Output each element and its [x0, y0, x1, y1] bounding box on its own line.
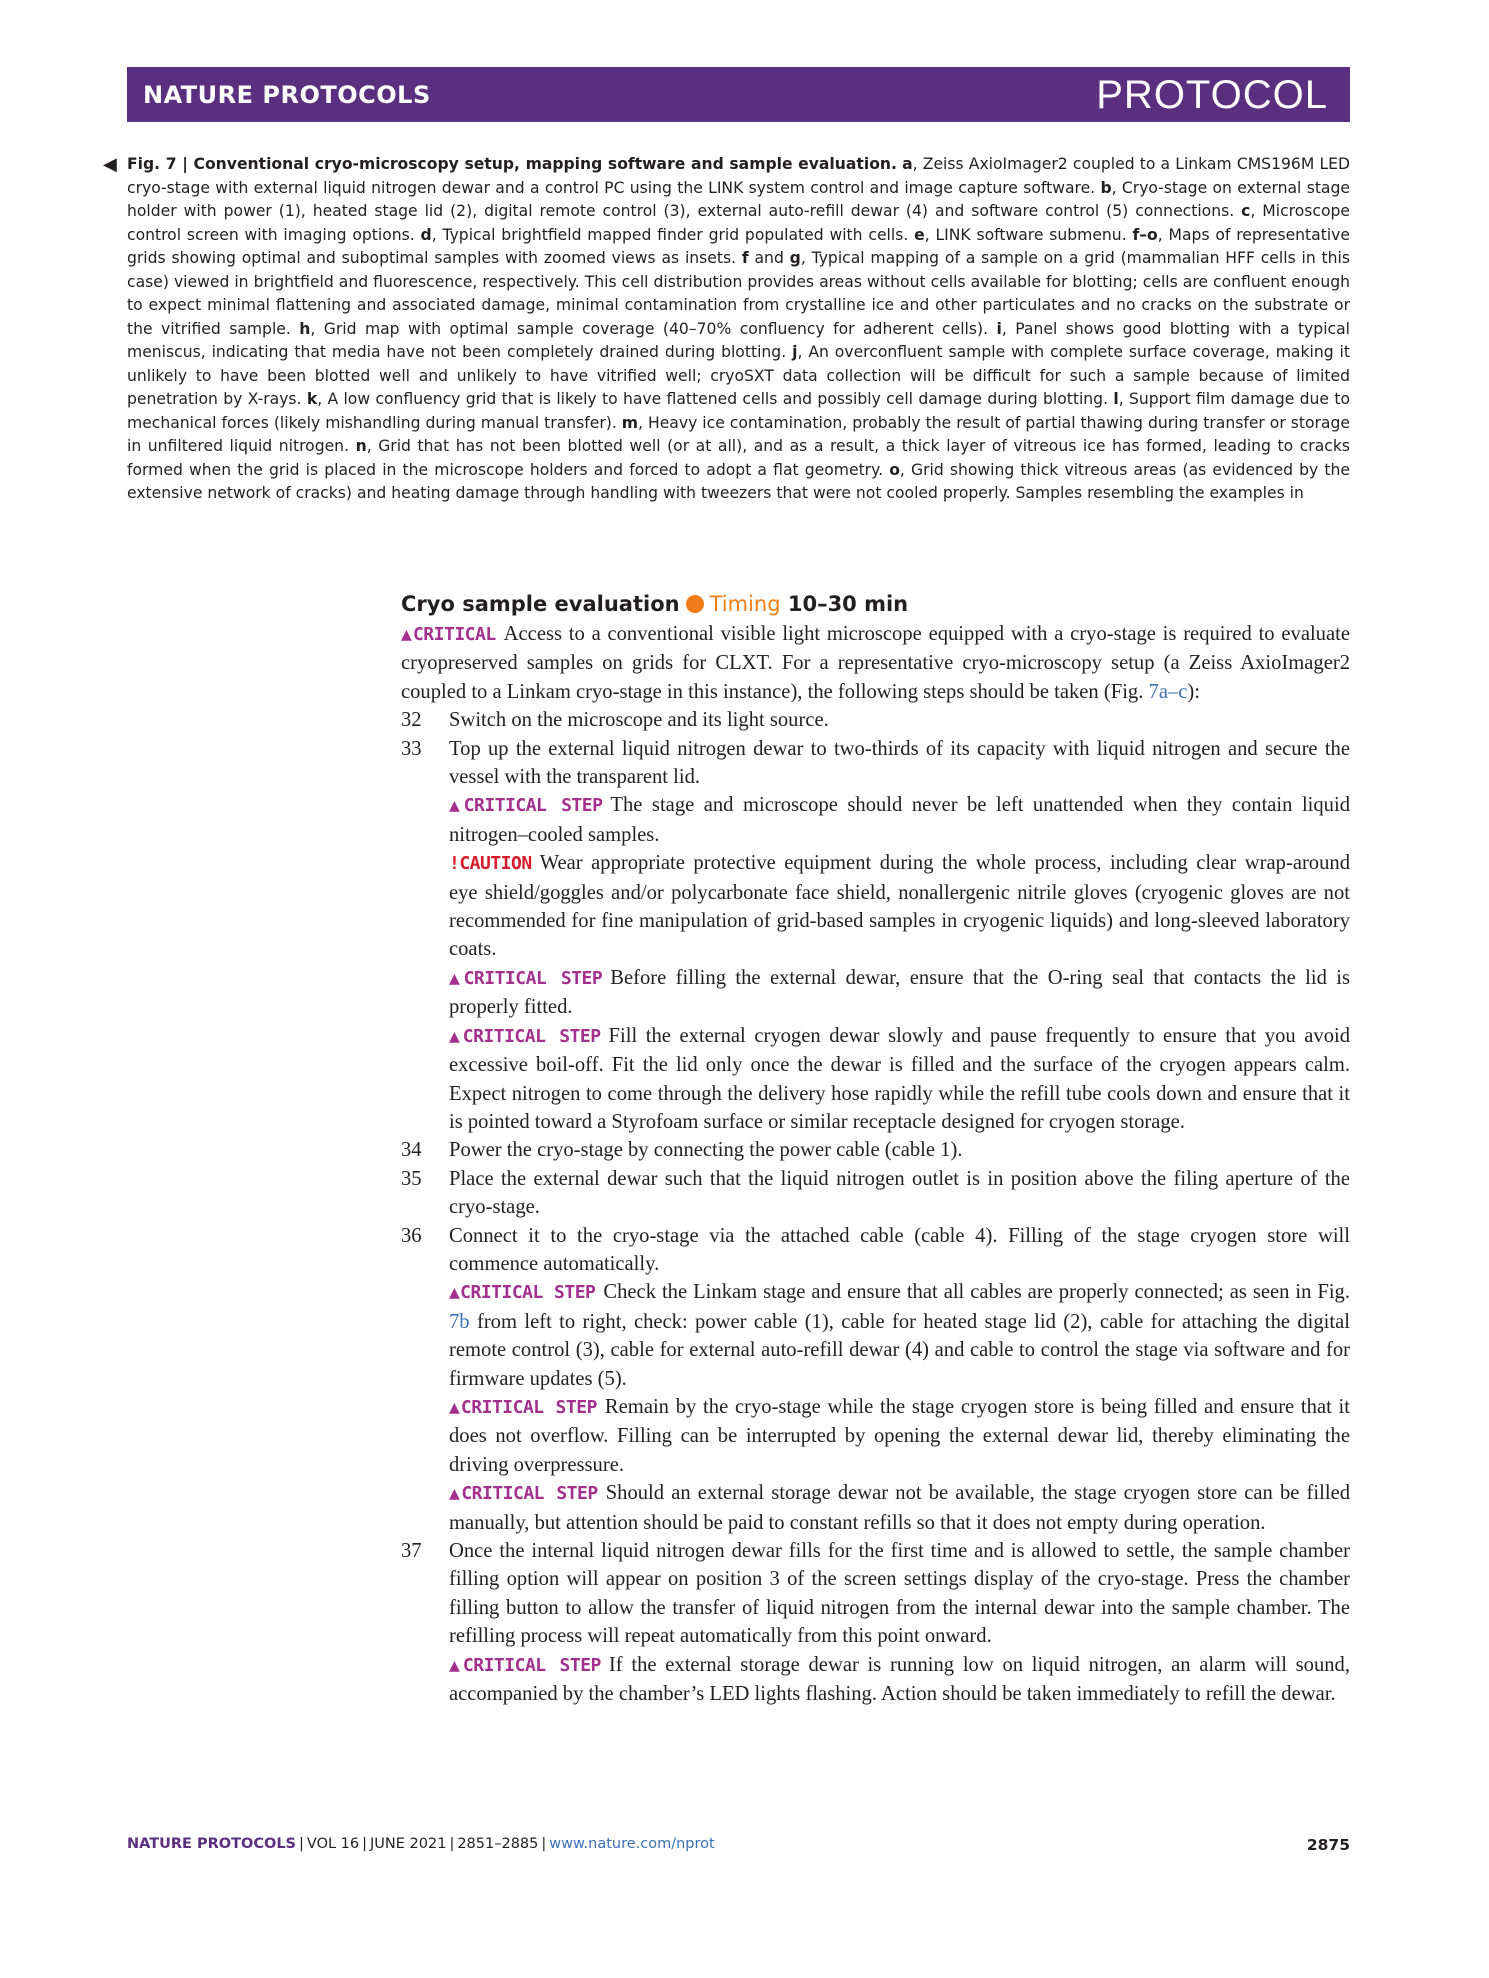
caption-panel-letter: f–o [1132, 225, 1158, 244]
step-number: 37 [401, 1540, 422, 1562]
caption-panel-letter: i [996, 319, 1002, 338]
caption-text: , Maps of representative grids showing optimal and suboptimal samples with zoomed views as insets. [127, 225, 1350, 267]
step-number: 33 [401, 737, 422, 760]
critical-step-note [401, 1479, 1350, 1537]
critical-step-label: ▲CRITICAL STEP [449, 795, 603, 817]
footer-pages: 2851–2885 [457, 1836, 539, 1852]
caption-panel-letter: j [792, 343, 798, 361]
intro-text-end: ): [1187, 680, 1200, 703]
page-number: 2875 [1306, 1836, 1350, 1854]
step-text: Power the cryo-stage by connecting the power cable (cable 1). [449, 1139, 963, 1162]
step-34 [401, 1136, 1350, 1164]
footer-separator: | [541, 1836, 547, 1852]
footer-separator: | [299, 1836, 304, 1852]
caption-text: , An overconfluent sample with complete surface coverage, making it unlikely to have been blotted well and unlikely to have vitrified well; cryoSXT data collection will be difficult for such a sample because of limited penetration by X-rays. [127, 343, 1350, 408]
step-number: 32 [401, 709, 422, 732]
main-content [401, 588, 1350, 1708]
caption-panel-letter: c [1241, 202, 1251, 220]
step-text: Once the internal liquid nitrogen dewar fills for the first time and is allowed to settle, the sample chamber filling option will appear on position 3 of the screen settings display of the cryo-stage. Press the chamber filling button to allow the transfer of liquid nitrogen from the internal dewar into the sample chamber. The refilling process will repeat automatically from this point onward. [449, 1540, 1350, 1648]
critical-step-label: ▲CRITICAL STEP [449, 1483, 598, 1505]
caption-panel-letter: g [789, 249, 801, 267]
timing-value: 10–30 min [787, 592, 909, 616]
footer-volume: VOL 16 [306, 1836, 360, 1852]
note-text: Remain by the cryo-stage while the stage cryogen store is being filled and ensure that it does not overflow. Filling can be interrupted by opening the external dewar lid, thereby eliminating the driving overpressure. [449, 1395, 1351, 1476]
section-title [401, 588, 1350, 620]
caption-panel-letter: n [355, 437, 367, 455]
caption-panel-letter: b [1100, 178, 1112, 197]
step-36 [401, 1222, 1350, 1279]
critical-intro [401, 620, 1350, 706]
footer-date: JUNE 2021 [370, 1836, 447, 1852]
caption-text: , Microscope control screen with imaging options. [127, 202, 1350, 244]
caption-text: , Grid map with optimal sample coverage (40–70% confluency for adherent cells). [310, 319, 997, 338]
critical-step-note [401, 1393, 1350, 1479]
caption-text: , Heavy ice contamination, probably the result of partial thawing during transfer or storage in unfiltered liquid nitrogen. [127, 413, 1350, 455]
critical-step-label: ▲CRITICAL STEP [449, 1654, 601, 1676]
critical-step-note [401, 1278, 1350, 1393]
critical-step-label: ▲CRITICAL STEP [449, 967, 603, 989]
caption-text: , Typical brightfield mapped finder grid populated with cells. [431, 225, 915, 244]
section-title-text: Cryo sample evaluation [401, 592, 680, 616]
page-footer [127, 1836, 1350, 1860]
journal-name: NATURE PROTOCOLS [143, 81, 431, 109]
timing-dot-icon [686, 595, 704, 613]
caption-text: , Grid showing thick vitreous areas (as evidenced by the extensive network of cracks) and heating damage through handling with tweezers that were not cooled properly. Samples resembling the examples in [127, 460, 1350, 502]
note-text: Check the Linkam stage and ensure that all cables are properly connected; as seen in Fig. [603, 1281, 1351, 1304]
step-text: Connect it to the cryo-stage via the attached cable (cable 4). Filling of the stage cryogen store will commence automatically. [449, 1224, 1350, 1275]
step-number: 35 [401, 1167, 422, 1190]
caption-text: , Typical mapping of a sample on a grid (mammalian HFF cells in this case) viewed in brightfield and fluorescence, respectively. This cell distribution provides areas without cells available for blotting; cells are confluent enough to expect minimal flattening and associated damage, minimal contamination from crystalline ice and other particulates and no cracks on the substrate or the vitrified sample. [127, 249, 1350, 338]
critical-label: ▲CRITICAL [401, 624, 496, 645]
caption-panel-letter: o [889, 460, 900, 479]
caution-note [401, 849, 1350, 964]
footer-separator: | [449, 1836, 455, 1852]
critical-step-label: ▲CRITICAL STEP [449, 1282, 596, 1304]
critical-step-label: ▲CRITICAL STEP [449, 1396, 597, 1418]
caption-panel-letter: f [741, 249, 749, 267]
caption-panel-letter: h [299, 319, 311, 338]
caution-label: !CAUTION [449, 853, 532, 875]
footer-separator: | [362, 1836, 368, 1852]
critical-step-note [401, 964, 1350, 1022]
figure-caption [103, 153, 1351, 506]
figure-link[interactable]: 7b [449, 1310, 470, 1333]
critical-step-note [401, 1022, 1350, 1137]
caption-text: , A low confluency grid that is likely to have flattened cells and possibly cell damage during blotting. [317, 390, 1114, 408]
caption-panel-letter: a [902, 155, 913, 173]
footer-url-link[interactable]: www.nature.com/nprot [549, 1836, 715, 1852]
critical-step-note [401, 1651, 1350, 1709]
timing-label: Timing [709, 592, 781, 616]
step-number: 34 [401, 1139, 422, 1162]
note-text: Before filling the external dewar, ensure that the O-ring seal that contacts the lid is properly fitted. [449, 966, 1351, 1019]
step-35 [401, 1165, 1350, 1222]
note-text: Should an external storage dewar not be available, the stage cryogen store can be filled manually, but attention should be paid to constant refills so that it does not empty during operation. [449, 1482, 1351, 1534]
caption-text: , Support film damage due to mechanical forces (likely mishandling during manual transfer). [127, 390, 1350, 432]
footer-journal: NATURE PROTOCOLS [127, 1836, 297, 1852]
note-text: If the external storage dewar is running low on liquid nitrogen, an alarm will sound, accompanied by the chamber’s LED lights flashing. Action should be taken immediately to refill the dewar. [449, 1653, 1351, 1706]
caption-text: , Panel shows good blotting with a typical meniscus, indicating that media have not been completely drained during blotting. [127, 319, 1350, 361]
note-text: Wear appropriate protective equipment during the whole process, including clear wrap-around eye shield/goggles and/or polycarbonate face shield, nonallergenic nitrile gloves (cryogenic gloves are not recommended for fine manipulation of grid-based samples in cryogenic liquids) and long-sleeved laboratory coats. [449, 852, 1350, 961]
step-33 [401, 735, 1350, 792]
note-text-end: from left to right, check: power cable (1), cable for heated stage lid (2), cable for attaching the digital remote control (3), cable for external auto-refill dewar (4) and cable to control the stage via software and for firmware updates (5). [449, 1310, 1350, 1390]
step-text: Top up the external liquid nitrogen dewar to two-thirds of its capacity with liquid nitrogen and secure the vessel with the transparent lid. [449, 737, 1350, 789]
caption-pointer-icon: ◀ [103, 154, 117, 175]
caption-text: , Grid that has not been blotted well (or at all), and as a result, a thick layer of vitreous ice has formed, leading to cracks formed when the grid is placed in the microscope holders and forced to adopt a flat geometry. [127, 437, 1350, 479]
caption-text: and [748, 249, 790, 267]
journal-header-bar [127, 67, 1350, 122]
figure-link[interactable]: 7a–c [1148, 680, 1188, 703]
caption-label: Fig. 7 | Conventional cryo-microscopy setup, mapping software and sample evaluation. [127, 155, 897, 173]
note-text: The stage and microscope should never be left unattended when they contain liquid nitrogen–cooled samples. [449, 794, 1351, 846]
step-number: 36 [401, 1224, 422, 1247]
critical-step-note [401, 791, 1350, 849]
caption-panel-letter: e [914, 225, 925, 244]
caption-panel-letter: l [1113, 390, 1119, 408]
critical-step-label: ▲CRITICAL STEP [449, 1025, 601, 1047]
caption-panel-letter: m [621, 413, 639, 432]
step-32 [401, 706, 1350, 734]
caption-text: , Zeiss AxioImager2 coupled to a Linkam CMS196M LED cryo-stage with external liquid nitrogen dewar and a control PC using the LINK system control and image capture software. [127, 155, 1351, 197]
note-text: Fill the external cryogen dewar slowly and pause frequently to ensure that you avoid excessive boil-off. Fit the lid only once the dewar is filled and the surface of the cryogen appears calm. Expect nitrogen to come through the delivery hose rapidly while the refill tube cools down and ensure that it is pointed toward a Styrofoam surface or similar receptacle designed for cryogen storage. [449, 1024, 1351, 1133]
caption-text: , Cryo-stage on external stage holder with power (1), heated stage lid (2), digital remote control (3), external auto-refill dewar (4) and software control (5) connections. [127, 178, 1350, 220]
article-type: PROTOCOL [1096, 73, 1328, 117]
step-37 [401, 1537, 1350, 1651]
caption-panel-letter: d [420, 225, 432, 244]
step-text: Place the external dewar such that the liquid nitrogen outlet is in position above the filing aperture of the cryo-stage. [449, 1167, 1350, 1219]
caption-panel-letter: k [306, 390, 318, 408]
step-text: Switch on the microscope and its light source. [449, 709, 829, 732]
intro-text: Access to a conventional visible light microscope equipped with a cryo-stage is required to evaluate cryopreserved samples on grids for CLXT. For a representative cryo-microscopy setup (a Zeiss AxioImager2 coupled to a Linkam cryo-stage in this instance), the following steps should be taken (Fig. [401, 623, 1350, 703]
caption-text: , LINK software submenu. [924, 225, 1133, 244]
